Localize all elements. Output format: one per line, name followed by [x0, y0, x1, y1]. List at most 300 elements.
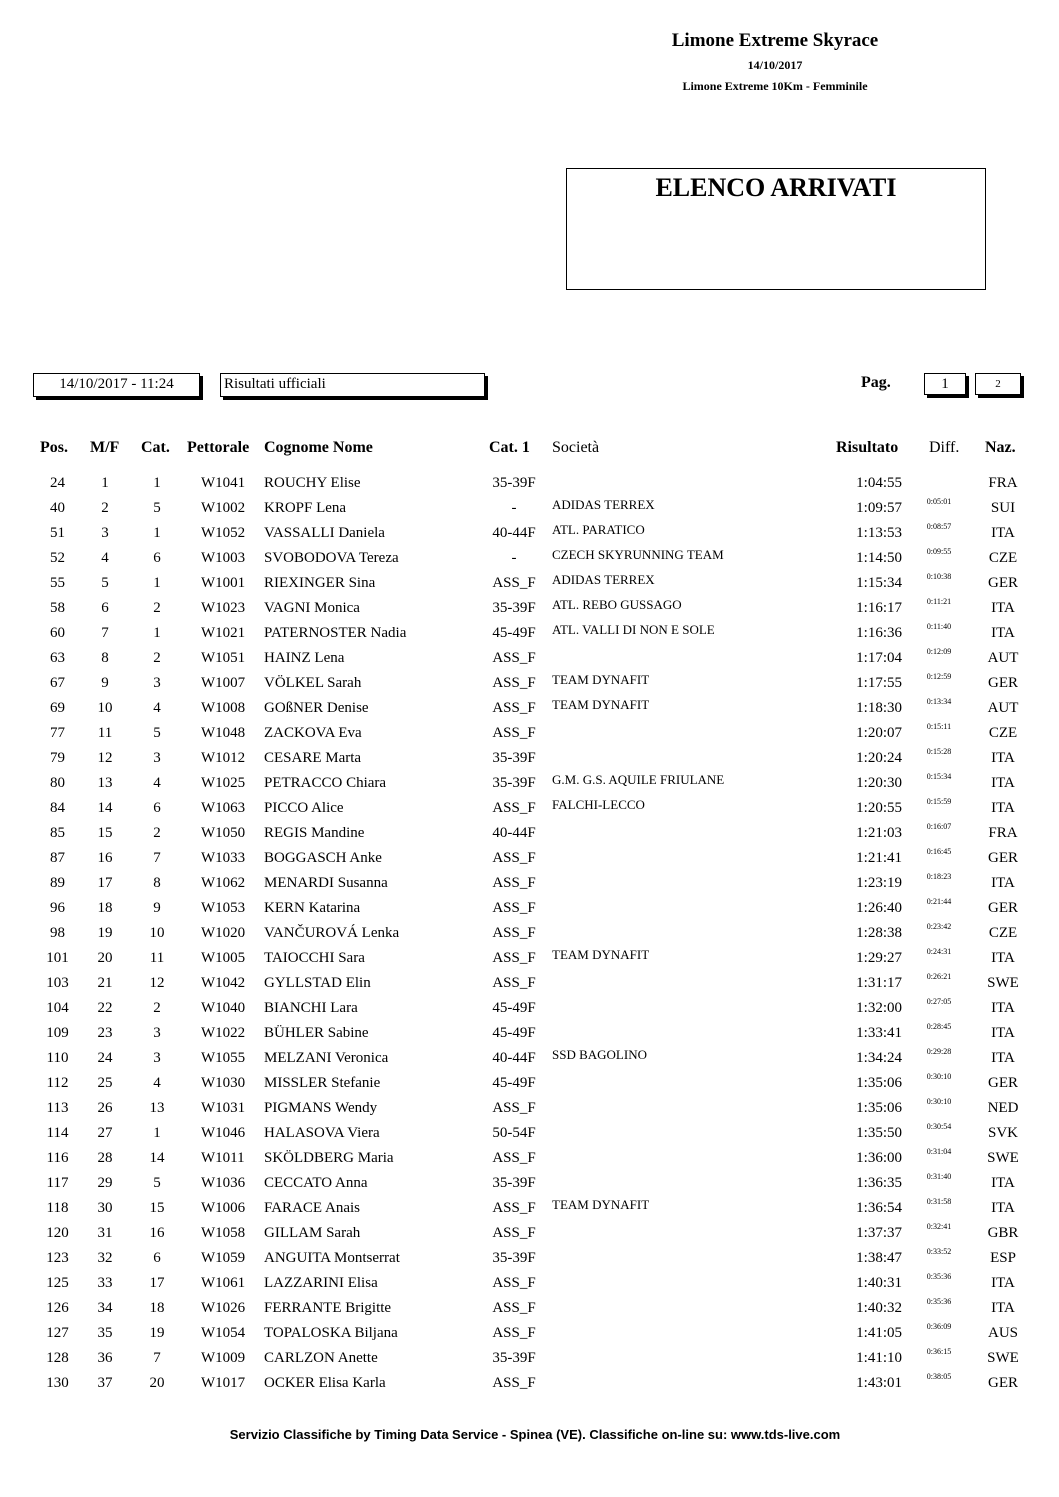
- cell-name: BIANCHI Lara: [264, 1000, 358, 1016]
- table-row: [0, 1296, 1059, 1321]
- cell-bib: W1061: [201, 1275, 246, 1291]
- cell-nat: ITA: [991, 1050, 1015, 1066]
- cell-mf: 30: [97, 1200, 113, 1216]
- table-row: [0, 1346, 1059, 1371]
- cell-nat: SWE: [987, 975, 1019, 991]
- cell-cat1: ASS_F: [492, 1300, 536, 1316]
- cell-pos: 55: [50, 575, 65, 591]
- cell-diff: 0:15:11: [926, 722, 952, 731]
- cell-bib: W1005: [201, 950, 246, 966]
- cell-diff: 0:11:21: [926, 597, 952, 606]
- cell-cat: 12: [149, 975, 165, 991]
- cell-bib: W1021: [201, 625, 246, 641]
- cell-name: CARLZON Anette: [264, 1350, 378, 1366]
- cell-result: 1:35:50: [856, 1125, 902, 1141]
- cell-mf: 25: [97, 1075, 113, 1091]
- cell-diff: 0:15:28: [926, 747, 952, 756]
- results-table: [0, 471, 1059, 1396]
- cell-diff: 0:15:59: [926, 797, 952, 806]
- cell-nat: ITA: [991, 1275, 1015, 1291]
- cell-pos: 104: [46, 1000, 69, 1016]
- cell-diff: 0:35:36: [926, 1297, 952, 1306]
- cell-result: 1:38:47: [856, 1250, 902, 1266]
- list-title: ELENCO ARRIVATI: [655, 173, 897, 202]
- cell-name: FERRANTE Brigitte: [264, 1300, 392, 1316]
- cell-diff: 0:33:52: [926, 1247, 952, 1256]
- cell-cat1: -: [511, 550, 517, 566]
- cell-bib: W1025: [201, 775, 246, 791]
- cell-mf: 20: [97, 950, 113, 966]
- cell-club: TEAM DYNAFIT: [552, 947, 650, 962]
- cell-pos: 123: [46, 1250, 69, 1266]
- cell-pos: 127: [46, 1325, 69, 1341]
- cell-pos: 130: [46, 1375, 69, 1391]
- cell-name: RIEXINGER Sina: [264, 575, 376, 591]
- cell-mf: 23: [97, 1025, 113, 1041]
- page-next-button[interactable]: 2: [975, 373, 1021, 395]
- cell-pos: 85: [50, 825, 65, 841]
- cell-nat: ITA: [991, 875, 1015, 891]
- cell-mf: 8: [101, 650, 109, 666]
- cell-mf: 2: [101, 500, 109, 516]
- cell-cat: 1: [153, 625, 161, 641]
- cell-result: 1:36:54: [856, 1200, 902, 1216]
- race-date: 14/10/2017: [747, 58, 803, 72]
- cell-result: 1:40:31: [856, 1275, 902, 1291]
- cell-bib: W1046: [201, 1125, 246, 1141]
- cell-mf: 22: [97, 1000, 113, 1016]
- cell-cat: 1: [153, 1125, 161, 1141]
- cell-diff: 0:09:55: [926, 547, 952, 556]
- cell-result: 1:20:55: [856, 800, 902, 816]
- cell-nat: GER: [988, 900, 1018, 916]
- cell-bib: W1022: [201, 1025, 246, 1041]
- cell-mf: 3: [101, 525, 109, 541]
- cell-name: PATERNOSTER Nadia: [264, 625, 407, 641]
- cell-bib: W1026: [201, 1300, 246, 1316]
- cell-diff: 0:12:09: [926, 647, 952, 656]
- cell-club: TEAM DYNAFIT: [552, 697, 650, 712]
- table-row: [0, 546, 1059, 571]
- cell-result: 1:16:17: [856, 600, 902, 616]
- header-cat1: Cat. 1: [489, 439, 530, 456]
- cell-diff: 0:12:59: [926, 672, 952, 681]
- cell-mf: 36: [97, 1350, 113, 1366]
- table-row: [0, 571, 1059, 596]
- cell-mf: 6: [101, 600, 109, 616]
- cell-cat: 11: [149, 950, 165, 966]
- cell-cat1: ASS_F: [492, 1225, 536, 1241]
- cell-club: CZECH SKYRUNNING TEAM: [552, 547, 724, 562]
- cell-name: SVOBODOVA Tereza: [264, 550, 399, 566]
- cell-mf: 14: [97, 800, 113, 816]
- cell-name: TOPALOSKA Biljana: [264, 1325, 398, 1341]
- cell-bib: W1054: [201, 1325, 246, 1341]
- cell-cat: 4: [153, 700, 161, 716]
- cell-result: 1:43:01: [856, 1375, 902, 1391]
- cell-mf: 31: [97, 1225, 113, 1241]
- header-diff: Diff.: [929, 439, 960, 456]
- cell-diff: 0:16:07: [926, 822, 952, 831]
- table-row: [0, 821, 1059, 846]
- cell-diff: 0:11:40: [926, 622, 952, 631]
- cell-pos: 69: [50, 700, 65, 716]
- cell-mf: 21: [97, 975, 113, 991]
- cell-cat1: 35-39F: [492, 1350, 536, 1366]
- cell-nat: GER: [988, 1075, 1018, 1091]
- cell-nat: AUT: [987, 700, 1019, 716]
- cell-cat: 1: [153, 575, 161, 591]
- table-row: [0, 496, 1059, 521]
- header-mf: M/F: [90, 439, 120, 456]
- cell-bib: W1048: [201, 725, 246, 741]
- cell-pos: 89: [50, 875, 65, 891]
- cell-diff: 0:15:34: [926, 772, 952, 781]
- table-row: [0, 1246, 1059, 1271]
- table-row: [0, 846, 1059, 871]
- cell-diff: 0:32:41: [926, 1222, 952, 1231]
- cell-cat1: ASS_F: [492, 800, 536, 816]
- cell-result: 1:29:27: [856, 950, 902, 966]
- cell-name: VANČUROVÁ Lenka: [264, 925, 400, 941]
- cell-bib: W1008: [201, 700, 246, 716]
- cell-cat: 17: [149, 1275, 165, 1291]
- cell-diff: 0:35:36: [926, 1272, 952, 1281]
- cell-name: ANGUITA Montserrat: [264, 1250, 400, 1266]
- cell-bib: W1007: [201, 675, 246, 691]
- cell-nat: ITA: [991, 800, 1015, 816]
- cell-name: VASSALLI Daniela: [264, 525, 385, 541]
- cell-cat1: 40-44F: [492, 1050, 536, 1066]
- cell-nat: AUT: [987, 650, 1019, 666]
- cell-nat: ITA: [991, 1025, 1015, 1041]
- cell-cat1: 35-39F: [492, 600, 536, 616]
- cell-pos: 114: [46, 1125, 69, 1141]
- cell-bib: W1063: [201, 800, 246, 816]
- cell-mf: 15: [97, 825, 113, 841]
- cell-mf: 1: [101, 475, 109, 491]
- cell-cat1: 35-39F: [492, 775, 536, 791]
- header-pos: Pos.: [40, 439, 68, 456]
- table-row: [0, 521, 1059, 546]
- cell-nat: GER: [988, 1375, 1018, 1391]
- cell-result: 1:17:55: [856, 675, 902, 691]
- race-event: Limone Extreme 10Km - Femminile: [682, 79, 868, 93]
- cell-cat1: ASS_F: [492, 850, 536, 866]
- cell-nat: ITA: [991, 775, 1015, 791]
- cell-cat: 2: [153, 1000, 161, 1016]
- cell-diff: 0:30:54: [926, 1122, 952, 1131]
- cell-name: MELZANI Veronica: [264, 1050, 389, 1066]
- table-row: [0, 871, 1059, 896]
- cell-nat: ITA: [991, 1175, 1015, 1191]
- page-label: Pag.: [861, 374, 891, 391]
- cell-nat: ITA: [991, 525, 1015, 541]
- cell-pos: 101: [46, 950, 69, 966]
- cell-cat1: ASS_F: [492, 675, 536, 691]
- cell-club: ADIDAS TERREX: [552, 572, 655, 587]
- cell-mf: 24: [97, 1050, 113, 1066]
- cell-cat: 2: [153, 600, 161, 616]
- page-current-button[interactable]: 1: [924, 373, 966, 395]
- race-title: Limone Extreme Skyrace: [671, 30, 879, 51]
- cell-club: TEAM DYNAFIT: [552, 1197, 650, 1212]
- cell-nat: GER: [988, 850, 1018, 866]
- status-box: Risultati ufficiali: [220, 373, 485, 397]
- table-row: [0, 946, 1059, 971]
- cell-club: SSD BAGOLINO: [552, 1047, 647, 1062]
- table-row: [0, 671, 1059, 696]
- cell-name: HAINZ Lena: [264, 650, 345, 666]
- cell-bib: W1051: [201, 650, 246, 666]
- cell-name: MISSLER Stefanie: [264, 1075, 381, 1091]
- cell-club: ADIDAS TERREX: [552, 497, 655, 512]
- cell-diff: 0:31:40: [926, 1172, 952, 1181]
- cell-diff: 0:31:58: [926, 1197, 952, 1206]
- cell-pos: 118: [46, 1200, 69, 1216]
- cell-name: GOßNER Denise: [264, 700, 369, 716]
- cell-cat1: 45-49F: [492, 625, 536, 641]
- cell-pos: 112: [46, 1075, 69, 1091]
- cell-mf: 28: [97, 1150, 113, 1166]
- cell-bib: W1041: [201, 475, 246, 491]
- cell-cat1: ASS_F: [492, 1275, 536, 1291]
- cell-nat: ITA: [991, 1000, 1015, 1016]
- cell-pos: 117: [46, 1175, 69, 1191]
- cell-bib: W1009: [201, 1350, 246, 1366]
- cell-cat1: ASS_F: [492, 700, 536, 716]
- cell-bib: W1058: [201, 1225, 246, 1241]
- cell-bib: W1002: [201, 500, 246, 516]
- cell-cat1: ASS_F: [492, 925, 536, 941]
- cell-cat1: ASS_F: [492, 725, 536, 741]
- cell-mf: 10: [97, 700, 113, 716]
- table-row: [0, 621, 1059, 646]
- table-row: [0, 696, 1059, 721]
- cell-diff: 0:36:15: [926, 1347, 952, 1356]
- cell-pos: 109: [46, 1025, 69, 1041]
- cell-nat: NED: [987, 1100, 1019, 1116]
- cell-cat1: ASS_F: [492, 650, 536, 666]
- table-row: [0, 746, 1059, 771]
- cell-name: OCKER Elisa Karla: [264, 1375, 386, 1391]
- cell-result: 1:14:50: [856, 550, 902, 566]
- cell-diff: 0:30:10: [926, 1072, 952, 1081]
- cell-bib: W1062: [201, 875, 246, 891]
- table-row: [0, 771, 1059, 796]
- cell-cat1: ASS_F: [492, 1100, 536, 1116]
- cell-cat1: -: [511, 500, 517, 516]
- cell-bib: W1033: [201, 850, 246, 866]
- cell-nat: GER: [988, 675, 1018, 691]
- table-row: [0, 1371, 1059, 1396]
- cell-club: ATL. PARATICO: [552, 522, 645, 537]
- cell-bib: W1031: [201, 1100, 246, 1116]
- cell-result: 1:09:57: [856, 500, 902, 516]
- cell-diff: 0:05:01: [926, 497, 952, 506]
- cell-cat1: ASS_F: [492, 950, 536, 966]
- table-row: [0, 1121, 1059, 1146]
- cell-cat: 4: [153, 775, 161, 791]
- cell-name: KROPF Lena: [264, 500, 347, 516]
- cell-mf: 4: [101, 550, 109, 566]
- cell-diff: 0:10:38: [926, 572, 952, 581]
- cell-mf: 37: [97, 1375, 113, 1391]
- cell-diff: 0:26:21: [926, 972, 952, 981]
- table-row: [0, 721, 1059, 746]
- cell-bib: W1036: [201, 1175, 246, 1191]
- cell-name: BOGGASCH Anke: [264, 850, 382, 866]
- cell-mf: 32: [97, 1250, 113, 1266]
- cell-mf: 9: [101, 675, 109, 691]
- cell-pos: 40: [50, 500, 65, 516]
- cell-diff: 0:08:57: [926, 522, 952, 531]
- cell-nat: ITA: [991, 750, 1015, 766]
- cell-result: 1:17:04: [856, 650, 902, 666]
- cell-cat: 9: [153, 900, 161, 916]
- cell-pos: 24: [50, 475, 65, 491]
- cell-pos: 120: [46, 1225, 69, 1241]
- cell-nat: ITA: [991, 950, 1015, 966]
- cell-nat: ITA: [991, 1200, 1015, 1216]
- table-row: [0, 896, 1059, 921]
- cell-result: 1:41:10: [856, 1350, 902, 1366]
- cell-result: 1:35:06: [856, 1100, 902, 1116]
- cell-name: SKÖLDBERG Maria: [264, 1150, 394, 1166]
- cell-cat: 16: [149, 1225, 165, 1241]
- header-result: Risultato: [836, 439, 899, 456]
- cell-result: 1:04:55: [856, 475, 902, 491]
- cell-mf: 18: [97, 900, 113, 916]
- cell-result: 1:32:00: [856, 1000, 902, 1016]
- cell-bib: W1011: [201, 1150, 245, 1166]
- cell-diff: 0:23:42: [926, 922, 952, 931]
- table-row: [0, 971, 1059, 996]
- header-cat: Cat.: [141, 439, 170, 456]
- cell-nat: ITA: [991, 1300, 1015, 1316]
- cell-name: MENARDI Susanna: [264, 875, 388, 891]
- cell-mf: 12: [97, 750, 113, 766]
- cell-name: GILLAM Sarah: [264, 1225, 361, 1241]
- cell-result: 1:20:24: [856, 750, 902, 766]
- list-title-box: [566, 168, 986, 290]
- cell-nat: CZE: [988, 550, 1018, 566]
- cell-cat: 1: [153, 475, 161, 491]
- cell-nat: FRA: [988, 825, 1018, 841]
- cell-diff: 0:38:05: [926, 1372, 952, 1381]
- cell-mf: 26: [97, 1100, 113, 1116]
- cell-cat: 20: [149, 1375, 165, 1391]
- cell-result: 1:28:38: [856, 925, 902, 941]
- table-row: [0, 796, 1059, 821]
- cell-cat: 3: [153, 1025, 161, 1041]
- cell-diff: 0:13:34: [926, 697, 952, 706]
- header-bib: Pettorale: [187, 439, 250, 456]
- cell-cat1: 35-39F: [492, 475, 536, 491]
- cell-result: 1:21:03: [856, 825, 902, 841]
- cell-cat1: 35-39F: [492, 1250, 536, 1266]
- cell-bib: W1017: [201, 1375, 246, 1391]
- cell-diff: 0:29:28: [926, 1047, 952, 1056]
- table-row: [0, 996, 1059, 1021]
- cell-diff: 0:18:23: [926, 872, 952, 881]
- cell-name: VÖLKEL Sarah: [264, 675, 362, 691]
- cell-mf: 34: [97, 1300, 113, 1316]
- cell-pos: 77: [50, 725, 65, 741]
- cell-result: 1:40:32: [856, 1300, 902, 1316]
- cell-cat: 2: [153, 650, 161, 666]
- cell-cat: 6: [153, 1250, 161, 1266]
- cell-pos: 60: [50, 625, 65, 641]
- footer-note: Servizio Classifiche by Timing Data Service - Spinea (VE). Classifiche on-line su: www.tds-live.com: [229, 1427, 841, 1442]
- cell-nat: ITA: [991, 600, 1015, 616]
- cell-diff: 0:31:04: [926, 1147, 952, 1156]
- cell-name: REGIS Mandine: [264, 825, 365, 841]
- cell-result: 1:31:17: [856, 975, 902, 991]
- cell-result: 1:13:53: [856, 525, 902, 541]
- cell-cat: 3: [153, 675, 161, 691]
- cell-result: 1:20:30: [856, 775, 902, 791]
- cell-cat: 4: [153, 1075, 161, 1091]
- cell-diff: 0:21:44: [926, 897, 952, 906]
- cell-result: 1:36:00: [856, 1150, 902, 1166]
- cell-pos: 52: [50, 550, 65, 566]
- cell-cat: 14: [149, 1150, 165, 1166]
- cell-pos: 98: [50, 925, 65, 941]
- cell-name: CECCATO Anna: [264, 1175, 368, 1191]
- cell-pos: 96: [50, 900, 65, 916]
- cell-result: 1:23:19: [856, 875, 902, 891]
- cell-mf: 7: [101, 625, 109, 641]
- cell-mf: 19: [97, 925, 113, 941]
- cell-result: 1:20:07: [856, 725, 902, 741]
- cell-name: VAGNI Monica: [264, 600, 360, 616]
- cell-pos: 113: [46, 1100, 69, 1116]
- cell-nat: SUI: [990, 500, 1016, 516]
- table-row: [0, 1196, 1059, 1221]
- cell-nat: SWE: [987, 1350, 1019, 1366]
- cell-bib: W1059: [201, 1250, 246, 1266]
- cell-cat: 15: [149, 1200, 165, 1216]
- cell-result: 1:35:06: [856, 1075, 902, 1091]
- cell-nat: FRA: [988, 475, 1018, 491]
- cell-name: KERN Katarina: [264, 900, 361, 916]
- cell-pos: 80: [50, 775, 65, 791]
- cell-name: PETRACCO Chiara: [264, 775, 387, 791]
- cell-bib: W1040: [201, 1000, 246, 1016]
- cell-bib: W1055: [201, 1050, 246, 1066]
- cell-pos: 84: [50, 800, 65, 816]
- cell-name: TAIOCCHI Sara: [264, 950, 365, 966]
- cell-mf: 5: [101, 575, 109, 591]
- cell-club: ATL. VALLI DI NON E SOLE: [552, 622, 715, 637]
- cell-cat: 13: [149, 1100, 165, 1116]
- cell-cat: 6: [153, 800, 161, 816]
- cell-diff: 0:30:10: [926, 1097, 952, 1106]
- cell-cat: 3: [153, 750, 161, 766]
- cell-cat1: ASS_F: [492, 875, 536, 891]
- cell-pos: 125: [46, 1275, 69, 1291]
- cell-mf: 29: [97, 1175, 113, 1191]
- cell-cat: 7: [153, 850, 161, 866]
- table-row: [0, 1021, 1059, 1046]
- cell-bib: W1053: [201, 900, 246, 916]
- table-row: [0, 1046, 1059, 1071]
- cell-cat1: 45-49F: [492, 1075, 536, 1091]
- cell-cat: 1: [153, 525, 161, 541]
- cell-pos: 110: [46, 1050, 69, 1066]
- cell-result: 1:26:40: [856, 900, 902, 916]
